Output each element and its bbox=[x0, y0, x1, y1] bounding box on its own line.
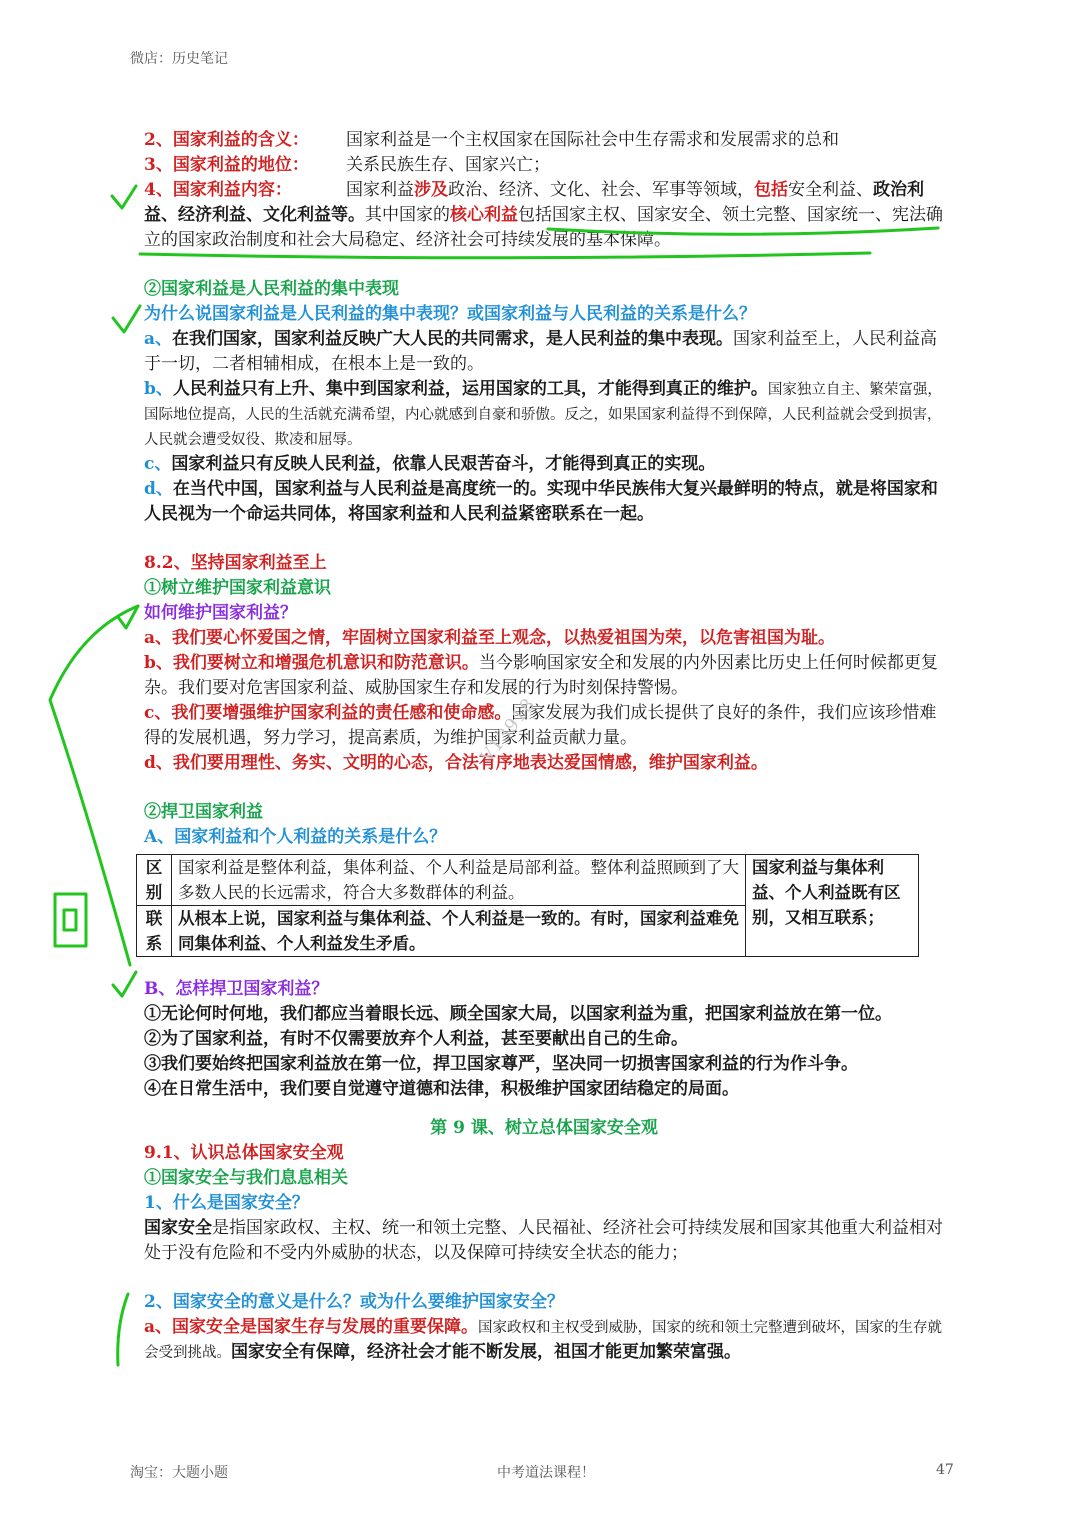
table-cell: 国家利益是整体利益，集体利益、个人利益是局部利益。整体利益照顾到了大多数人民的长远需求，符合大多数群体的利益。 bbox=[172, 855, 746, 906]
relation-table bbox=[136, 854, 919, 957]
footer-center: 中考道法课程！ bbox=[497, 1465, 595, 1481]
bracket-stroke bbox=[50, 606, 138, 965]
table-side-note: 国家利益与集体利益、个人利益既有区别，又相互联系； bbox=[746, 855, 919, 957]
question: 如何维护国家利益？ bbox=[144, 603, 297, 623]
page-number: 47 bbox=[936, 1462, 954, 1478]
point-b: b、我们要树立和增强危机意识和防范意识。当今影响国家安全和发展的内外因素比历史上任何时候都更复杂。我们要对危害国家利益、威胁国家生存和发展的行为时刻保持警惕。 bbox=[144, 653, 938, 698]
sub-heading: ①国家安全与我们息息相关 bbox=[144, 1168, 348, 1188]
question: 2、国家安全的意义是什么？或为什么要维护国家安全？ bbox=[144, 1292, 564, 1312]
check-mark-icon bbox=[112, 186, 136, 208]
check-mark-icon bbox=[118, 606, 138, 628]
list-item: ③我们要始终把国家利益放在第一位，捍卫国家尊严，坚决同一切损害国家利益的行为作斗争。 bbox=[144, 1054, 858, 1074]
check-mark-icon bbox=[113, 306, 140, 332]
list-item: ④在日常生活中，我们要自觉遵守道德和法律，积极维护国家团结稳定的局面。 bbox=[144, 1079, 739, 1099]
table-key: 区别 bbox=[137, 855, 172, 906]
question: 1、什么是国家安全？ bbox=[144, 1193, 309, 1213]
definition: 国家安全是指国家政权、主权、统一和领土完整、人民福祉、经济社会可持续发展和国家其他重大利益相对处于没有危险和不受内外威胁的状态，以及保障可持续安全状态的能力； bbox=[144, 1218, 943, 1263]
section-heading: 9.1、认识总体国家安全观 bbox=[144, 1143, 344, 1163]
point-a: a、我们要心怀爱国之情，牢固树立国家利益至上观念，以热爱祖国为荣，以危害祖国为耻。 bbox=[144, 628, 836, 648]
point-c: c、国家利益只有反映人民利益，依靠人民艰苦奋斗，才能得到真正的实现。 bbox=[144, 454, 716, 474]
document-body bbox=[144, 128, 944, 1365]
header-shop: 微店：历史笔记 bbox=[130, 51, 228, 67]
question: B、怎样捍卫国家利益？ bbox=[144, 979, 329, 999]
point-b: b、人民利益只有上升、集中到国家利益，运用国家的工具，才能得到真正的维护。国家独立自主、繁荣富强，国际地位提高，人民的生活就充满希望，内心就感到自豪和骄傲。反之，如果国家利益得不到保障，人民利益就会受到损害，人民就会遭受奴役、欺凌和屈辱。 bbox=[144, 379, 942, 448]
point-a: a、在我们国家，国家利益反映广大人民的共同需求，是人民利益的集中表现。国家利益至上，人民利益高于一切，二者相辅相成，在根本上是一致的。 bbox=[144, 329, 938, 374]
check-mark-icon bbox=[113, 972, 136, 996]
section-heading: ②国家利益是人民利益的集中表现 bbox=[144, 279, 399, 299]
list-item: ②为了国家利益，有时不仅需要放弃个人利益，甚至要献出自己的生命。 bbox=[144, 1029, 688, 1049]
question: A、国家利益和个人利益的关系是什么？ bbox=[144, 827, 447, 847]
table-cell: 从根本上说，国家利益与集体利益、个人利益是一致的。有时，国家利益难免同集体利益、个人利益发生矛盾。 bbox=[172, 906, 746, 957]
point-c: c、我们要增强维护国家利益的责任感和使命感。国家发展为我们成长提供了良好的条件，我们应该珍惜难得的发展机遇，努力学习，提高素质，为维护国家利益贡献力量。 bbox=[144, 703, 937, 748]
table-row bbox=[137, 855, 919, 906]
question: 为什么说国家利益是人民利益的集中表现？或国家利益与人民利益的关系是什么？ bbox=[144, 304, 756, 324]
footer-left: 淘宝：大题小题 bbox=[130, 1465, 228, 1481]
table-key: 联系 bbox=[137, 906, 172, 957]
line-2: 2、国家利益的含义： 国家利益是一个主权国家在国际社会中生存需求和发展需求的总和 bbox=[144, 130, 839, 150]
list-item: ①无论何时何地，我们都应当着眼长远、顾全国家大局，以国家利益为重，把国家利益放在第一位。 bbox=[144, 1004, 892, 1024]
lesson-title: 第 9 课、树立总体国家安全观 bbox=[430, 1118, 658, 1138]
sub-heading: ①树立维护国家利益意识 bbox=[144, 578, 331, 598]
point-d: d、我们要用理性、务实、文明的心态，合法有序地表达爱国情感，维护国家利益。 bbox=[144, 753, 768, 773]
bracket-stroke bbox=[118, 1294, 128, 1365]
line-3: 3、国家利益的地位： 关系民族生存、国家兴亡； bbox=[144, 155, 550, 175]
section-heading: ②捍卫国家利益 bbox=[144, 802, 263, 822]
section-heading: 8.2、坚持国家利益至上 bbox=[144, 553, 327, 573]
watermark: V13918 bbox=[476, 693, 540, 768]
line-4: 4、国家利益内容： 国家利益涉及政治、经济、文化、社会、军事等领域，包括安全利益、政治利益、经济利益、文化利益等。其中国家的核心利益包括国家主权、国家安全、领土完整、国家统一、宪法确立的国家政治制度和社会大局稳定、经济社会可持续发展的基本保障。 bbox=[144, 180, 943, 250]
point-d: d、在当代中国，国家利益与人民利益是高度统一的。实现中华民族伟大复兴最鲜明的特点，就是将国家和人民视为一个命运共同体，将国家利益和人民利益紧密联系在一起。 bbox=[144, 479, 938, 524]
hand-char bbox=[55, 894, 86, 946]
point-a: a、国家安全是国家生存与发展的重要保障。国家政权和主权受到威胁，国家的统和领土完整遭到破坏，国家的生存就会受到挑战。国家安全有保障，经济社会才能不断发展，祖国才能更加繁荣富强。 bbox=[144, 1317, 943, 1362]
